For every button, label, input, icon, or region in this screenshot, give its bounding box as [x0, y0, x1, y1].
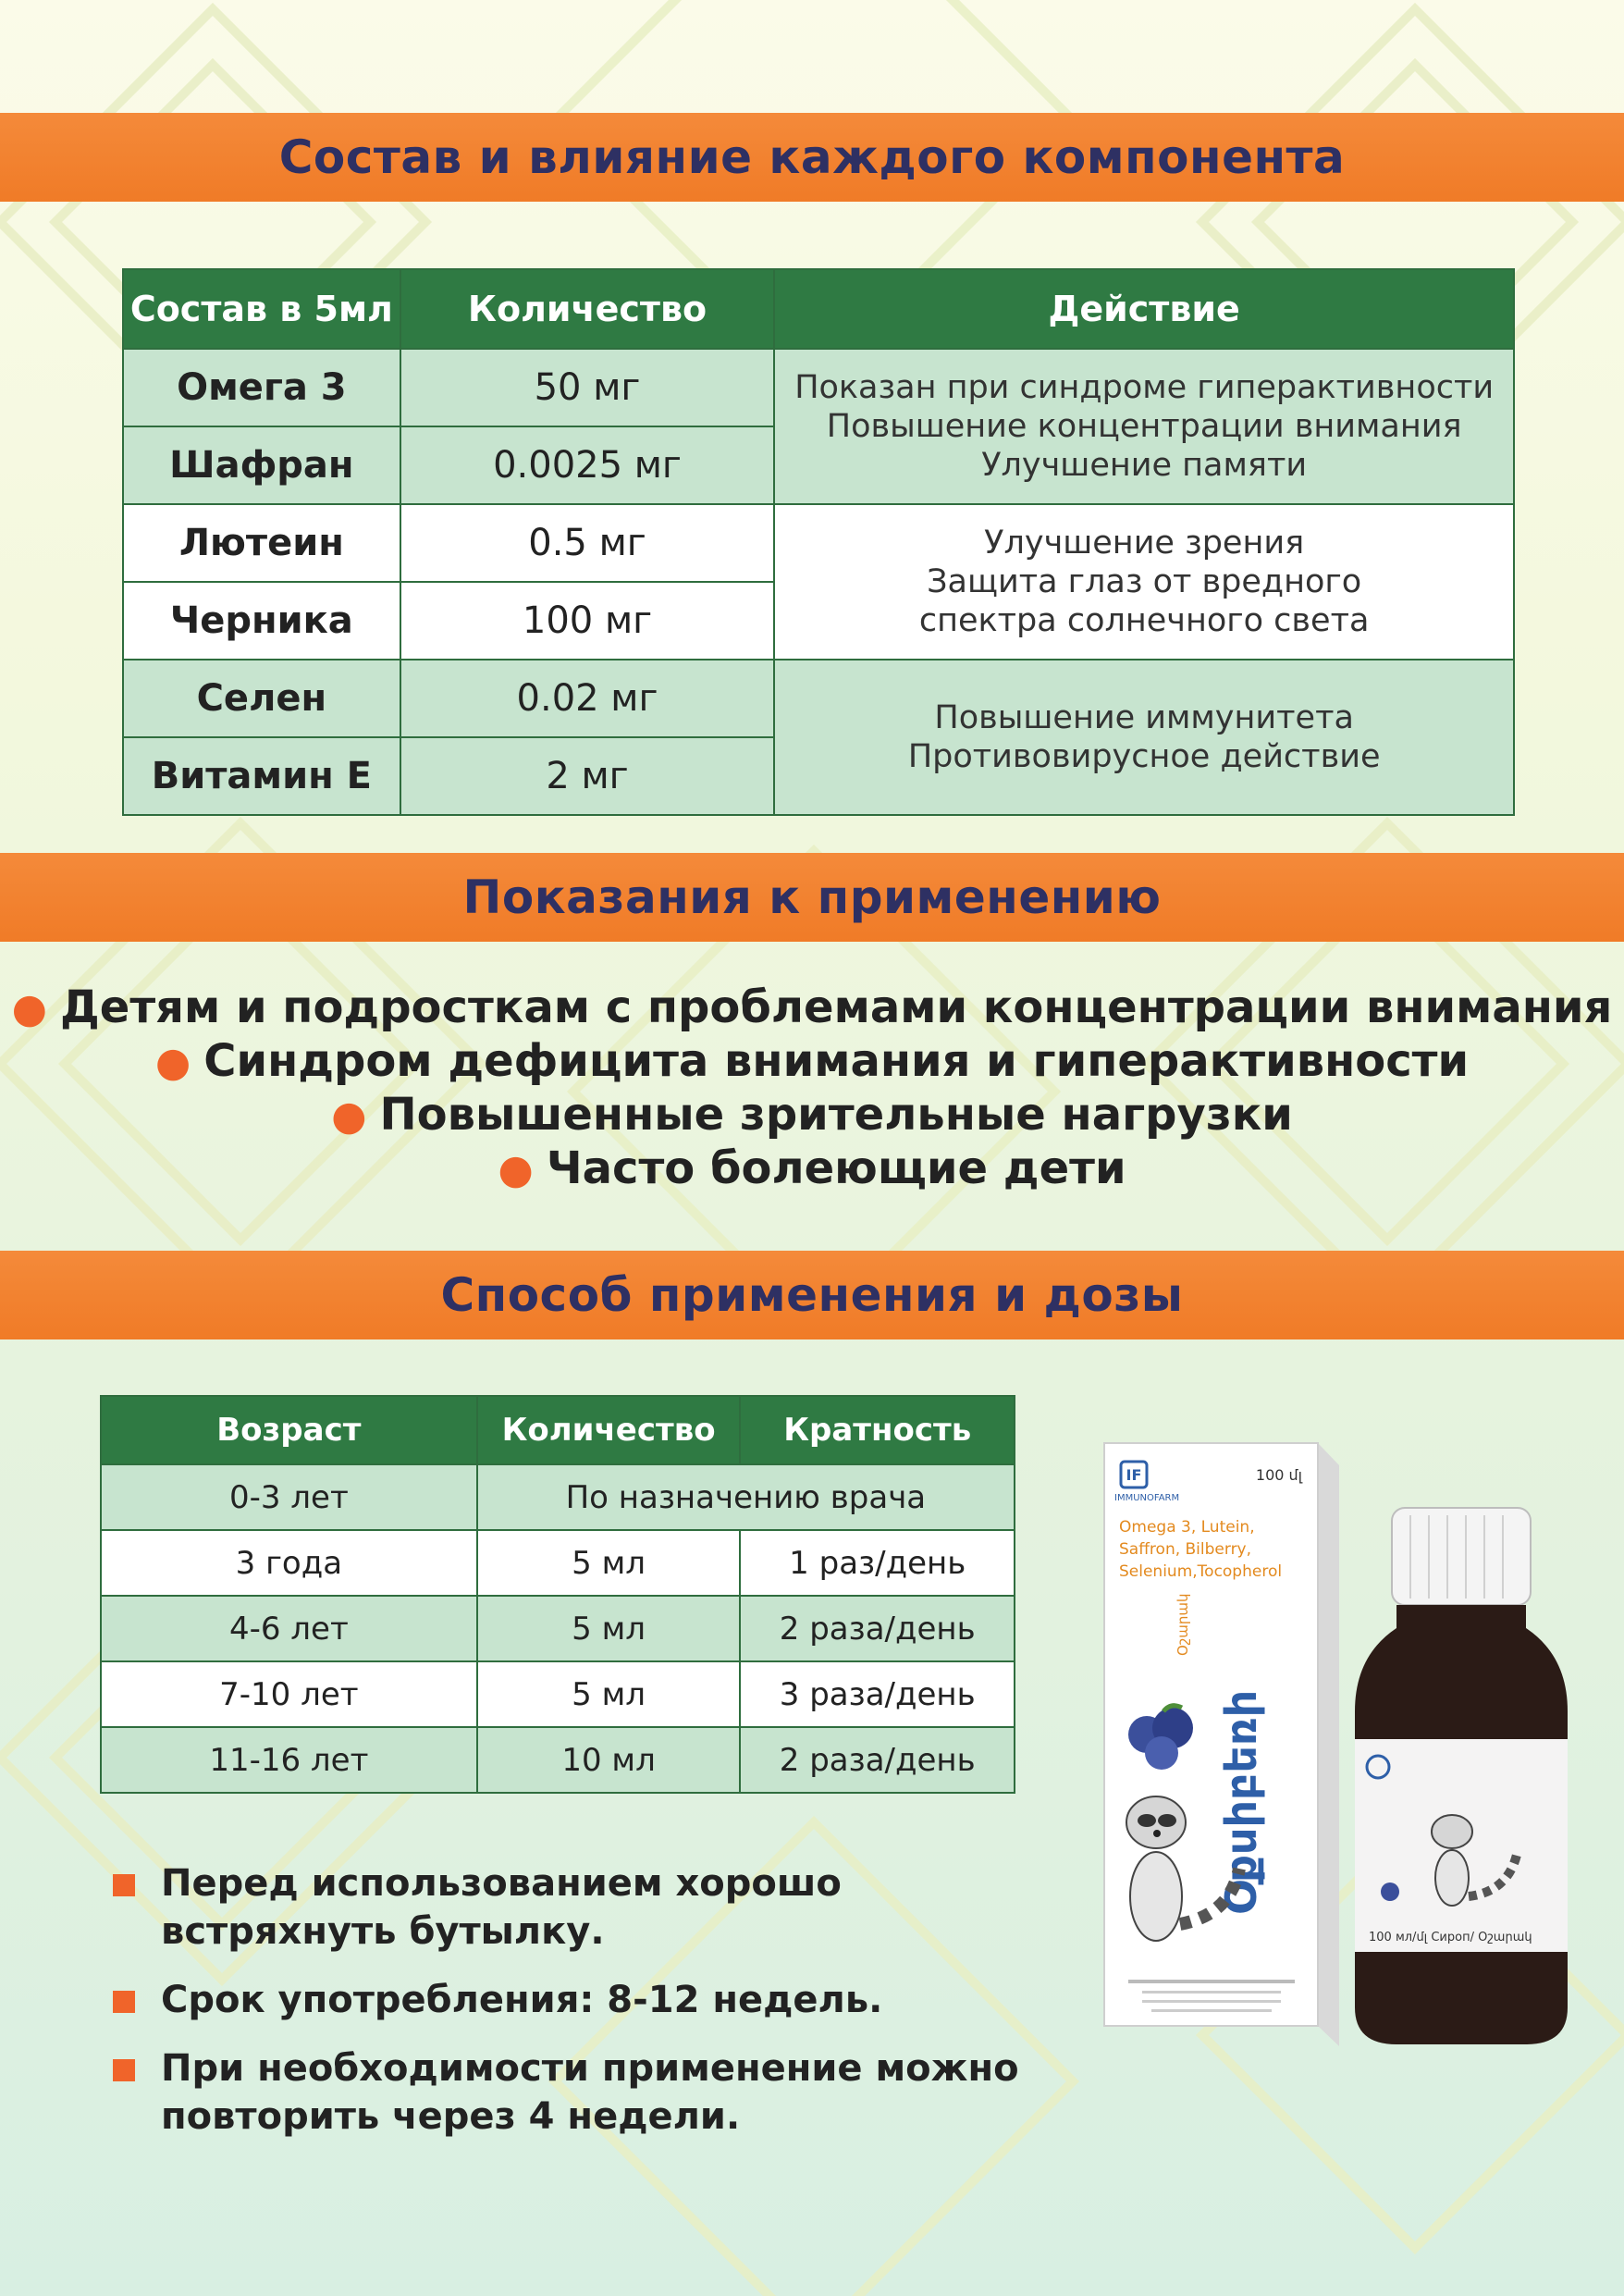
- note-text: Перед использованием хорошо встряхнуть бутылку.: [161, 1862, 842, 1953]
- ingredients-line: Saffron, Bilberry,: [1119, 1540, 1252, 1559]
- indication-text: Синдром дефицита внимания и гиперактивности: [203, 1035, 1470, 1087]
- age-cell: 11-16 лет: [101, 1727, 477, 1793]
- indications-banner: [0, 853, 1624, 942]
- indication-text: Часто болеющие дети: [546, 1142, 1126, 1194]
- bullet-icon: ●: [331, 1092, 367, 1140]
- frequency-cell: 2 раза/день: [740, 1596, 1015, 1661]
- note-text: При необходимости применение можно повторить через 4 недели.: [161, 2047, 1019, 2138]
- composition-header-row: [123, 269, 1514, 349]
- action-cell: [774, 660, 1514, 815]
- table-row: [123, 660, 1514, 737]
- bullet-icon: ●: [498, 1146, 534, 1193]
- ingredient-amount: 2 мг: [400, 737, 775, 815]
- amount-cell: 5 мл: [477, 1596, 741, 1661]
- bottle-blueberry-icon: [1381, 1882, 1399, 1901]
- composition-table: [122, 268, 1515, 816]
- product-name: Օքսիբեռի: [1216, 1689, 1266, 1915]
- list-item: [0, 1034, 1624, 1088]
- dosage-header-row: [101, 1396, 1015, 1464]
- volume-text: 100 մլ: [1255, 1466, 1302, 1484]
- action-line: Повышение иммунитета: [934, 699, 1354, 736]
- indication-text: Детям и подросткам с проблемами концентрации внимания: [60, 981, 1613, 1033]
- bullet-icon: ●: [154, 1039, 191, 1086]
- ingredients-line: Selenium,Tocopherol: [1119, 1562, 1283, 1581]
- frequency-cell: 3 раза/день: [740, 1661, 1015, 1727]
- ingredient-name: Лютеин: [123, 504, 400, 582]
- usage-notes: [113, 1859, 1038, 2161]
- indication-text: Повышенные зрительные нагрузки: [379, 1089, 1293, 1141]
- table-row: [123, 349, 1514, 426]
- composition-title: Состав и влияние каждого компонента: [278, 130, 1346, 184]
- header-frequency: Кратность: [740, 1396, 1015, 1464]
- decorative-text-line: [1151, 2009, 1272, 2012]
- frequency-cell: 1 раз/день: [740, 1530, 1015, 1596]
- header-composition: Состав в 5мл: [123, 269, 400, 349]
- note-text: Срок употребления: 8-12 недель.: [161, 1979, 883, 2021]
- indications-list: [0, 981, 1624, 1195]
- action-line: Показан при синдроме гиперактивности: [794, 369, 1495, 406]
- ingredient-amount: 50 мг: [400, 349, 775, 426]
- age-cell: 0-3 лет: [101, 1464, 477, 1530]
- square-bullet-icon: [113, 1874, 135, 1896]
- action-line: спектра солнечного света: [918, 602, 1370, 639]
- ingredient-name: Черника: [123, 582, 400, 660]
- ingredient-name: Витамин Е: [123, 737, 400, 815]
- box-side: [1318, 1443, 1339, 2046]
- list-item: [113, 1976, 1038, 2024]
- action-line: Улучшение памяти: [981, 447, 1308, 484]
- square-bullet-icon: [113, 2059, 135, 2081]
- action-line: Повышение концентрации внимания: [826, 408, 1462, 445]
- decorative-text-line: [1142, 1991, 1281, 1994]
- ingredient-amount: 0.5 мг: [400, 504, 775, 582]
- dosage-table: [100, 1395, 1015, 1794]
- header-amount: Количество: [400, 269, 775, 349]
- ingredient-name: Шафран: [123, 426, 400, 504]
- decorative-text-line: [1142, 2000, 1281, 2003]
- ingredient-amount: 0.0025 мг: [400, 426, 775, 504]
- action-line: Улучшение зрения: [984, 525, 1305, 562]
- age-cell: 3 года: [101, 1530, 477, 1596]
- table-row: [101, 1530, 1015, 1596]
- header-quantity: Количество: [477, 1396, 741, 1464]
- action-line: Противовирусное действие: [907, 738, 1381, 775]
- table-row: [101, 1596, 1015, 1661]
- ingredient-amount: 100 мг: [400, 582, 775, 660]
- bottle-cap: [1392, 1508, 1531, 1605]
- action-line: Защита глаз от вредного: [927, 563, 1362, 600]
- table-row: [123, 504, 1514, 582]
- header-age: Возраст: [101, 1396, 477, 1464]
- ingredient-name: Омега 3: [123, 349, 400, 426]
- action-cell: [774, 349, 1514, 504]
- brand-text: IMMUNOFARM: [1114, 1493, 1180, 1503]
- list-item: [0, 1088, 1624, 1142]
- dosage-banner: [0, 1251, 1624, 1339]
- amount-cell: 5 мл: [477, 1530, 741, 1596]
- list-item: [113, 2044, 1038, 2141]
- doctor-prescription-cell: По назначению врача: [477, 1464, 1015, 1530]
- table-row: [101, 1464, 1015, 1530]
- square-bullet-icon: [113, 1991, 135, 2013]
- list-item: [0, 981, 1624, 1034]
- logo-mark: IF: [1126, 1466, 1142, 1484]
- ingredient-amount: 0.02 мг: [400, 660, 775, 737]
- product-image: [1091, 1434, 1572, 2063]
- header-action: Действие: [774, 269, 1514, 349]
- composition-banner: [0, 113, 1624, 202]
- amount-cell: 10 мл: [477, 1727, 741, 1793]
- ingredient-name: Селен: [123, 660, 400, 737]
- frequency-cell: 2 раза/день: [740, 1727, 1015, 1793]
- ingredients-line: Omega 3, Lutein,: [1119, 1518, 1255, 1537]
- age-cell: 7-10 лет: [101, 1661, 477, 1727]
- decorative-text-line: [1128, 1980, 1295, 1983]
- list-item: [113, 1859, 1038, 1956]
- action-cell: [774, 504, 1514, 660]
- list-item: [0, 1142, 1624, 1195]
- bullet-icon: ●: [11, 985, 48, 1032]
- age-cell: 4-6 лет: [101, 1596, 477, 1661]
- table-row: [101, 1661, 1015, 1727]
- table-row: [101, 1727, 1015, 1793]
- product-form: Օշարակ: [1175, 1593, 1191, 1656]
- amount-cell: 5 мл: [477, 1661, 741, 1727]
- indications-title: Показания к применению: [462, 870, 1162, 924]
- dosage-title: Способ применения и дозы: [440, 1268, 1184, 1322]
- bottle-label-text: 100 мл/մլ Сироп/ Օշարակ: [1369, 1931, 1532, 1944]
